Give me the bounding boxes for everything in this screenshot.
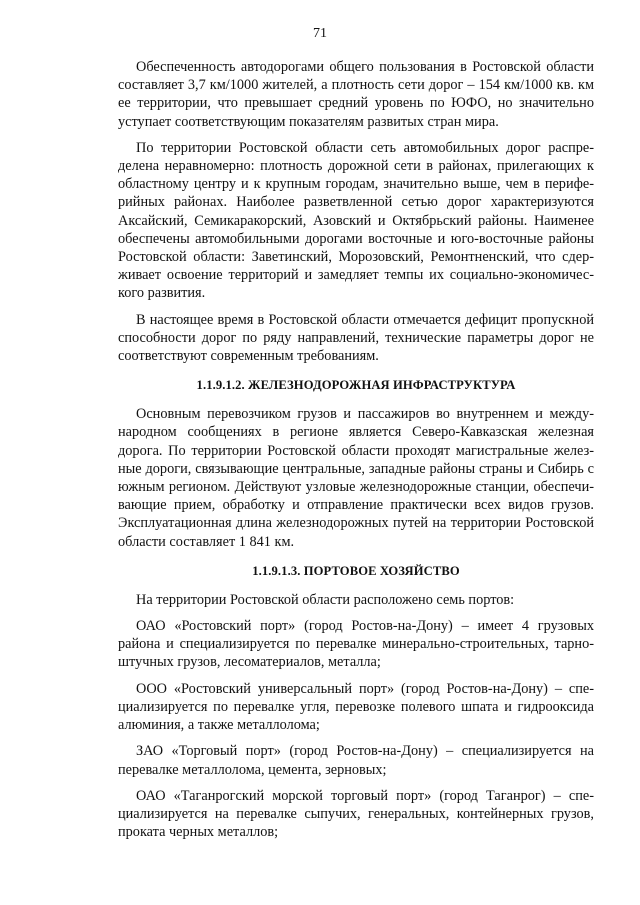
port-item-trade-port: ЗАО «Торговый порт» (город Ростов-на-Дону) – специализируется на перевалке металлолома, цемента, зерновых; [118, 743, 594, 778]
port-item-rostov-universal-port: ООО «Ростовский универсальный порт» (город Ростов-на-Дону) – специализируется по перевалке угля, перевозке полевого шпата и гидрооксида алюминия, а также металлолома; [118, 680, 594, 734]
page-number: 71 [313, 26, 327, 41]
port-item-rostov-port: ОАО «Ростовский порт» (город Ростов-на-Дону) – имеет 4 грузовых района и специализируется по перевалке минерально-строительных, тарно-штучных грузов, лесоматериалов, металла; [118, 618, 594, 671]
roads-paragraph-2: По территории Ростовской области сеть автомобильных дорог распределена неравномерно: плотность дорожной сети в районах, прилегающих к областному центру и к крупным городам, значительно выше, чем в периферийных районах. Наиболее разветвленной сетью дорог характеризуются Аксайский, Семикаракорский, Азовский и Октябрьский районы. Наименее обеспечены автомобильными дорогами восточные и юго-восточные районы Ростовской области: Заветинский, Морозовский, Ремонтненский, что сдерживает освоение территорий и замедляет темпы их социально-экономического развития. [118, 139, 594, 302]
ports-heading: 1.1.9.1.3. ПОРТОВОЕ ХОЗЯЙСТВО [252, 563, 460, 578]
railway-heading: 1.1.9.1.2. ЖЕЛЕЗНОДОРОЖНАЯ ИНФРАСТРУКТУРА [196, 378, 516, 393]
roads-paragraph-3: В настоящее время в Ростовской области отмечается дефицит пропускной способности дорог по ряду направлений, технические параметры дорог не соответствуют современным требованиям. [118, 311, 594, 365]
roads-paragraph-1: Обеспеченность автодорогами общего пользования в Ростовской области составляет 3,7 км/1000 жителей, а плотность сети дорог – 154 км/1000 кв. км ее территории, что превышает средний уровень по ЮФО, но значительно уступает соответствующим показателям развитых стран мира. [118, 59, 594, 130]
page-content [118, 58, 594, 849]
railway-paragraph: Основным перевозчиком грузов и пассажиров во внутреннем и международном сообщениях в регионе является Северо-Кавказская железная дорога. По территории Ростовской области проходят магистральные железные дороги, связывающие центральные, западные районы страны и Сибирь с южным регионом. Действуют узловые железнодорожные станции, обеспечивающие прием, обработку и отправление практически всех видов грузов. Эксплуатационная длина железнодорожных путей на территории Ростовской области составляет 1 841 км. [118, 406, 594, 550]
port-item-taganrog-port: ОАО «Таганрогский морской торговый порт» (город Таганрог) – специализируется на перевалке сыпучих, генеральных, контейнерных грузов, проката черных металлов; [118, 787, 594, 841]
ports-intro: На территории Ростовской области расположено семь портов: [136, 591, 515, 608]
